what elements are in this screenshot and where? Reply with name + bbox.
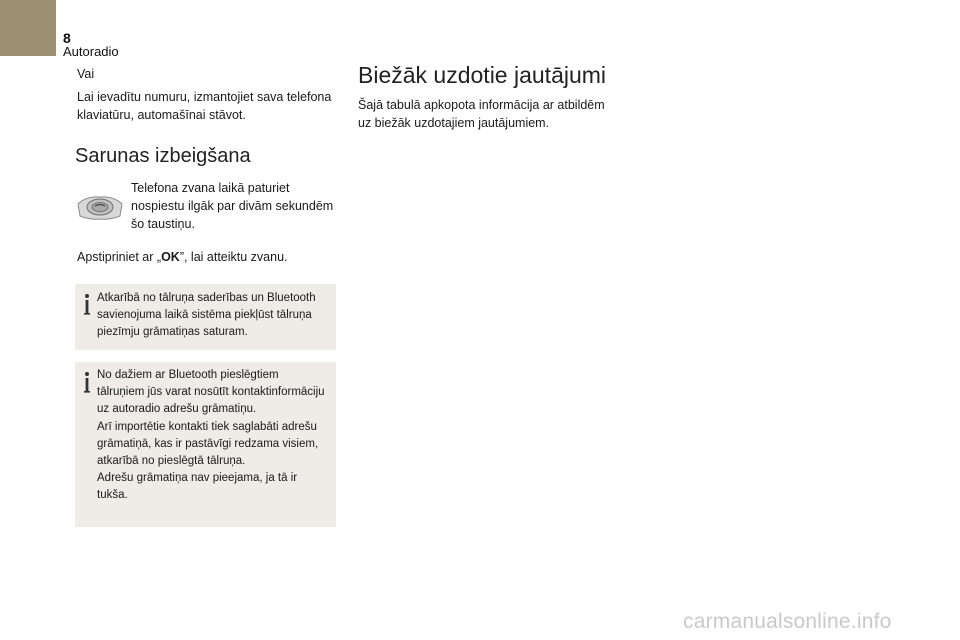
contacts-empty-text: Adrešu grāmatiņa nav pieejama, ja tā ir tukša. bbox=[97, 472, 298, 502]
ok-key: OK bbox=[161, 250, 180, 264]
info-box-contacts bbox=[75, 362, 336, 527]
confirm-instruction bbox=[77, 248, 339, 266]
info-box-2-text bbox=[97, 367, 328, 505]
hold-button-instruction: Telefona zvana laikā paturiet nospiestu ilgāk par divām sekundēm šo taustiņu. bbox=[131, 181, 334, 231]
faq-intro: Šajā tabulā apkopota informācija ar atbildēm uz biežāk uzdotajiem jautājumiem. bbox=[358, 98, 605, 130]
dial-instructions: Lai ievadītu numuru, izmantojiet sava telefona klaviatūru, automašīnai stāvot. bbox=[77, 90, 332, 122]
confirm-suffix: ”, lai atteiktu zvanu. bbox=[179, 250, 288, 264]
steering-wheel-phone-button-icon bbox=[76, 192, 124, 222]
page-number: 8 bbox=[63, 30, 71, 46]
confirm-prefix: Apstipriniet ar „ bbox=[77, 250, 162, 264]
or-text: Vai bbox=[77, 67, 95, 81]
info-icon bbox=[81, 293, 93, 317]
contacts-send-text: No dažiem ar Bluetooth pieslēgtiem tālruņiem jūs varat nosūtīt kontaktinformāciju uz autoradio adrešu grāmatiņu. bbox=[97, 369, 325, 416]
info-icon bbox=[81, 371, 93, 395]
ending-call-heading: Sarunas izbeigšana bbox=[75, 145, 251, 167]
info-box-1-text: Atkarībā no tālruņa saderības un Bluetooth savienojuma laikā sistēma piekļūst tālruņa piezīmju grāmatiņas saturam. bbox=[97, 292, 316, 339]
watermark: carmanualsonline.info bbox=[683, 610, 892, 633]
info-box-phonebook bbox=[75, 284, 336, 350]
page-color-tab bbox=[0, 0, 56, 56]
contacts-stored-text: Arī importētie kontakti tiek saglabāti adrešu grāmatiņā, kas ir pastāvīgi redzama visiem, atkarībā no pieslēgtā tālruņa. bbox=[97, 420, 319, 468]
faq-heading: Biežāk uzdotie jautājumi bbox=[358, 62, 607, 88]
section-title: Autoradio bbox=[63, 44, 119, 59]
